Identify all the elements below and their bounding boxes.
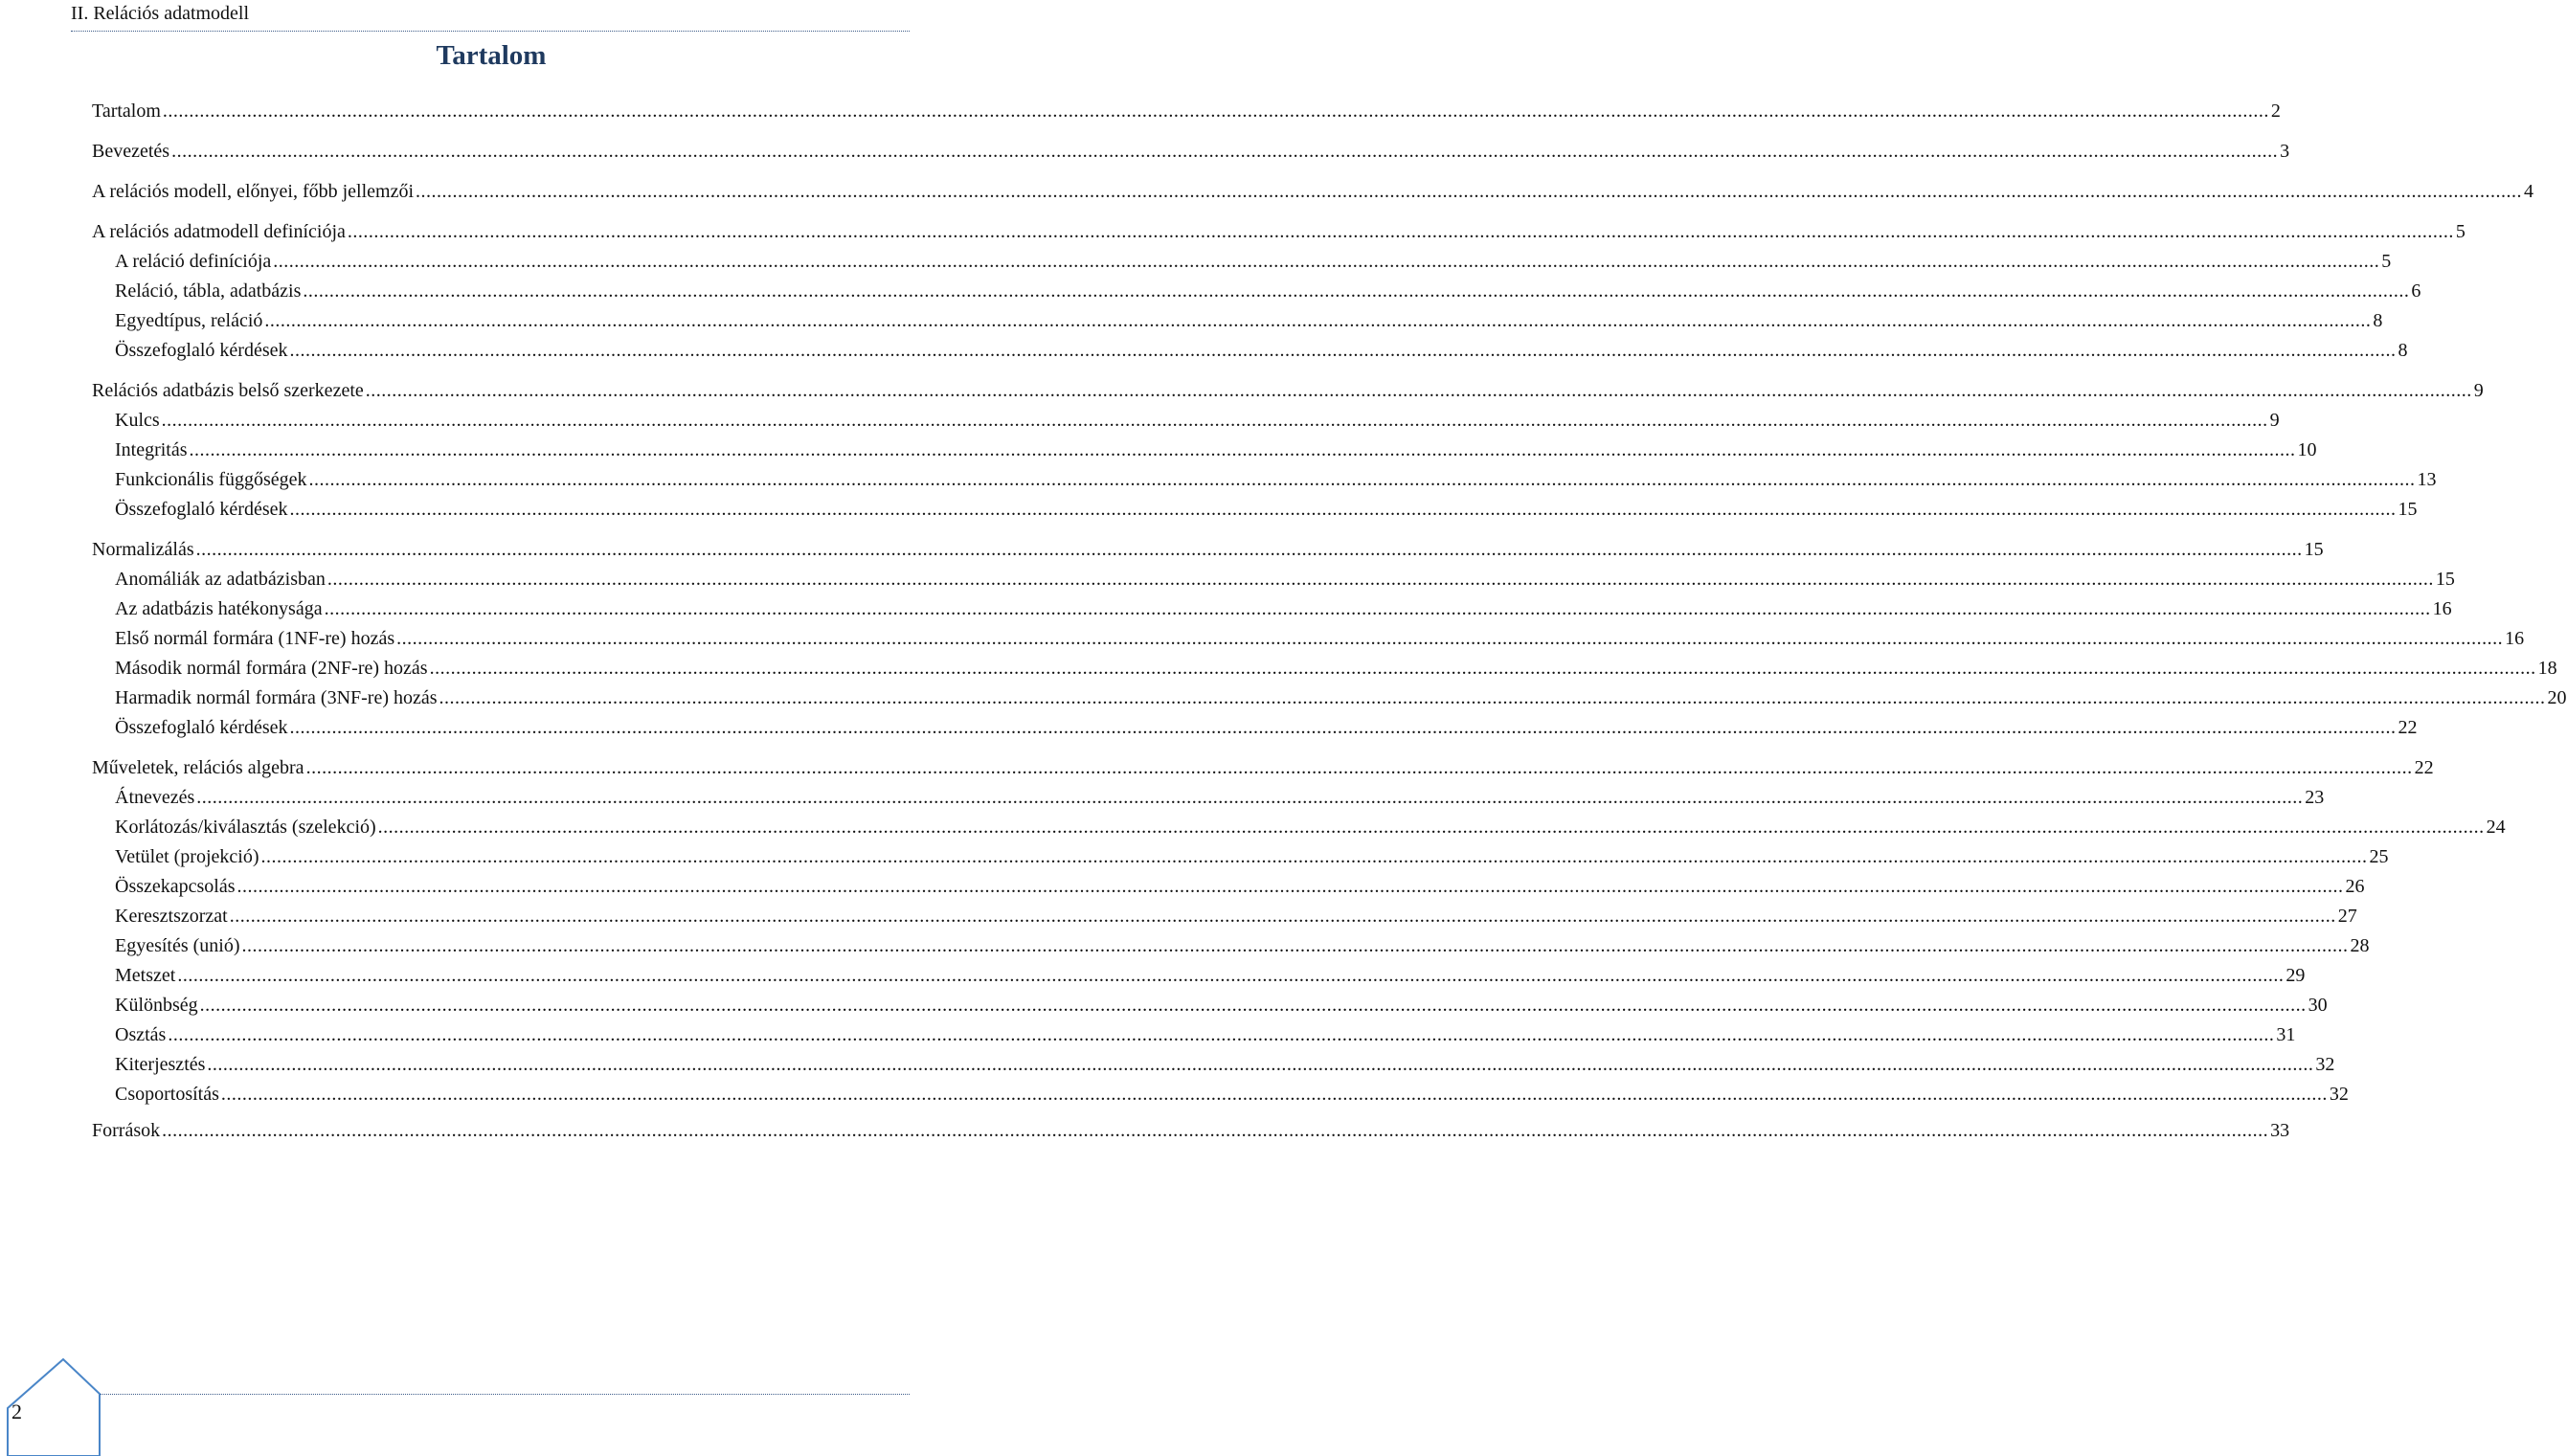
toc-dot-leader: ................................................................................................................................................................................................................................................................................................................................................................................................................ <box>289 499 2397 520</box>
toc-entry-title: Első normál formára (1NF-re) hozás <box>115 628 395 649</box>
toc-entry-title: A relációs adatmodell definíciója <box>92 221 346 242</box>
toc-entry-page: 22 <box>2398 717 2418 738</box>
toc-entry-page: 33 <box>2270 1120 2290 1141</box>
toc-entry[interactable] <box>115 1052 2335 1077</box>
toc-dot-leader: ................................................................................................................................................................................................................................................................................................................................................................................................................ <box>347 221 2454 242</box>
toc-entry[interactable] <box>115 408 2280 433</box>
toc-dot-leader: ................................................................................................................................................................................................................................................................................................................................................................................................................ <box>168 1024 2275 1045</box>
toc-entry-page: 15 <box>2304 539 2324 560</box>
header-title: II. Relációs adatmodell <box>71 3 250 24</box>
toc-entry-page: 16 <box>2505 628 2525 649</box>
toc-entry-page: 9 <box>2269 410 2280 431</box>
toc-dot-leader: ................................................................................................................................................................................................................................................................................................................................................................................................................ <box>162 101 2269 122</box>
toc-entry-page: 5 <box>2381 251 2392 272</box>
toc-entry[interactable] <box>92 378 2484 403</box>
toc-entry[interactable] <box>92 1118 2290 1143</box>
toc-entry-title: Összefoglaló kérdések <box>115 717 288 738</box>
toc-entry[interactable] <box>115 249 2392 274</box>
toc-entry-title: Kulcs <box>115 410 160 431</box>
toc-entry-page: 15 <box>2398 499 2418 520</box>
toc-dot-leader: ................................................................................................................................................................................................................................................................................................................................................................................................................ <box>229 906 2336 927</box>
toc-entry-page: 31 <box>2276 1024 2296 1045</box>
toc-entry[interactable] <box>92 139 2290 164</box>
toc-entry[interactable] <box>115 993 2328 1018</box>
toc-entry-page: 32 <box>2329 1084 2349 1105</box>
toc-entry[interactable] <box>115 308 2383 333</box>
toc-entry-title: Egyesítés (unió) <box>115 935 240 956</box>
toc-entry[interactable] <box>92 219 2466 244</box>
toc-dot-leader: ................................................................................................................................................................................................................................................................................................................................................................................................................ <box>195 539 2303 560</box>
toc-dot-leader: ................................................................................................................................................................................................................................................................................................................................................................................................................ <box>396 628 2504 649</box>
toc-entry-page: 18 <box>2537 658 2557 679</box>
toc-entry-page: 15 <box>2435 569 2455 590</box>
toc-entry-title: A relációs modell, előnyei, főbb jellemzői <box>92 181 415 202</box>
toc-entry[interactable] <box>115 933 2370 958</box>
toc-dot-leader: ................................................................................................................................................................................................................................................................................................................................................................................................................ <box>429 658 2536 679</box>
toc-entry-title: Műveletek, relációs algebra <box>92 757 304 778</box>
toc-entry-title: Összefoglaló kérdések <box>115 340 288 361</box>
toc-entry[interactable] <box>115 626 2525 651</box>
toc-entry[interactable] <box>115 715 2418 740</box>
toc-entry-title: Összefoglaló kérdések <box>115 499 288 520</box>
page-title: Tartalom <box>436 40 547 71</box>
toc-entry-title: Integritás <box>115 439 188 460</box>
toc-entry-page: 25 <box>2369 846 2389 867</box>
toc-entry[interactable] <box>92 99 2281 123</box>
toc-entry-page: 22 <box>2414 757 2434 778</box>
toc-dot-leader: ................................................................................................................................................................................................................................................................................................................................................................................................................ <box>365 380 2472 401</box>
toc-entry-page: 23 <box>2305 787 2325 808</box>
toc-entry-page: 29 <box>2286 965 2306 986</box>
toc-entry-title: Források <box>92 1120 161 1141</box>
toc-entry-title: Reláció, tábla, adatbázis <box>115 280 302 302</box>
toc-entry[interactable] <box>115 844 2389 869</box>
toc-dot-leader: ................................................................................................................................................................................................................................................................................................................................................................................................................ <box>220 1084 2328 1105</box>
toc-entry-title: Metszet <box>115 965 176 986</box>
toc-dot-leader: ................................................................................................................................................................................................................................................................................................................................................................................................................ <box>199 995 2307 1016</box>
toc-entry[interactable] <box>92 537 2324 562</box>
toc-dot-leader: ................................................................................................................................................................................................................................................................................................................................................................................................................ <box>162 1120 2269 1141</box>
toc-entry[interactable] <box>115 596 2452 621</box>
toc-entry-title: Bevezetés <box>92 141 170 162</box>
toc-entry-page: 2 <box>2270 101 2281 122</box>
toc-dot-leader: ................................................................................................................................................................................................................................................................................................................................................................................................................ <box>177 965 2285 986</box>
toc-entry-page: 26 <box>2345 876 2365 897</box>
toc-dot-leader: ................................................................................................................................................................................................................................................................................................................................................................................................................ <box>196 787 2304 808</box>
toc-entry-title: Normalizálás <box>92 539 194 560</box>
toc-entry[interactable] <box>92 179 2534 204</box>
toc-entry-page: 3 <box>2280 141 2290 162</box>
toc-entry-title: Az adatbázis hatékonysága <box>115 598 323 619</box>
toc-entry-title: Tartalom <box>92 101 161 122</box>
toc-entry-page: 8 <box>2398 340 2408 361</box>
toc-entry-title: Funkcionális függőségek <box>115 469 307 490</box>
toc-dot-leader: ................................................................................................................................................................................................................................................................................................................................................................................................................ <box>171 141 2279 162</box>
toc-entry-page: 32 <box>2315 1054 2335 1075</box>
toc-entry[interactable] <box>115 338 2408 363</box>
page-number: 2 <box>11 1400 22 1423</box>
toc-entry[interactable] <box>115 1082 2349 1107</box>
toc-entry-title: Osztás <box>115 1024 167 1045</box>
toc-entry-page: 16 <box>2432 598 2452 619</box>
toc-dot-leader: ................................................................................................................................................................................................................................................................................................................................................................................................................ <box>416 181 2523 202</box>
toc-entry-page: 24 <box>2486 817 2506 838</box>
toc-entry[interactable] <box>115 685 2567 710</box>
toc-entry-page: 4 <box>2524 181 2534 202</box>
toc-dot-leader: ................................................................................................................................................................................................................................................................................................................................................................................................................ <box>308 469 2416 490</box>
toc-dot-leader: ................................................................................................................................................................................................................................................................................................................................................................................................................ <box>260 846 2368 867</box>
toc-dot-leader: ................................................................................................................................................................................................................................................................................................................................................................................................................ <box>327 569 2434 590</box>
toc-entry-title: Korlátozás/kiválasztás (szelekció) <box>115 817 376 838</box>
toc-dot-leader: ................................................................................................................................................................................................................................................................................................................................................................................................................ <box>324 598 2431 619</box>
toc-entry[interactable] <box>115 279 2421 303</box>
toc-entry-title: Anomáliák az adatbázisban <box>115 569 326 590</box>
toc-entry-page: 20 <box>2547 687 2567 708</box>
toc-entry[interactable] <box>115 567 2455 592</box>
toc-dot-leader: ................................................................................................................................................................................................................................................................................................................................................................................................................ <box>236 876 2344 897</box>
toc-entry[interactable] <box>115 656 2557 681</box>
toc-dot-leader: ................................................................................................................................................................................................................................................................................................................................................................................................................ <box>303 280 2410 302</box>
toc-dot-leader: ................................................................................................................................................................................................................................................................................................................................................................................................................ <box>289 717 2397 738</box>
toc-dot-leader: ................................................................................................................................................................................................................................................................................................................................................................................................................ <box>161 410 2268 431</box>
toc-entry-page: 13 <box>2417 469 2437 490</box>
toc-entry-page: 28 <box>2350 935 2370 956</box>
toc-entry-title: Vetület (projekció) <box>115 846 259 867</box>
toc-entry-title: Csoportosítás <box>115 1084 219 1105</box>
toc-entry-title: Második normál formára (2NF-re) hozás <box>115 658 428 679</box>
toc-entry[interactable] <box>115 904 2357 929</box>
toc-entry-title: Átnevezés <box>115 787 195 808</box>
toc-entry-page: 27 <box>2337 906 2357 927</box>
toc-dot-leader: ................................................................................................................................................................................................................................................................................................................................................................................................................ <box>377 817 2485 838</box>
toc-entry[interactable] <box>115 467 2437 492</box>
toc-entry-page: 8 <box>2373 310 2383 331</box>
toc-entry[interactable] <box>115 497 2418 522</box>
toc-entry[interactable] <box>115 815 2506 840</box>
toc-dot-leader: ................................................................................................................................................................................................................................................................................................................................................................................................................ <box>273 251 2380 272</box>
toc-entry-title: Különbség <box>115 995 198 1016</box>
toc-entry[interactable] <box>92 755 2434 780</box>
toc-dot-leader: ................................................................................................................................................................................................................................................................................................................................................................................................................ <box>305 757 2413 778</box>
toc-entry-title: Összekapcsolás <box>115 876 236 897</box>
toc-entry-page: 10 <box>2297 439 2317 460</box>
toc-entry[interactable] <box>115 785 2325 810</box>
toc-dot-leader: ................................................................................................................................................................................................................................................................................................................................................................................................................ <box>189 439 2296 460</box>
toc-dot-leader: ................................................................................................................................................................................................................................................................................................................................................................................................................ <box>241 935 2349 956</box>
toc-entry-title: Relációs adatbázis belső szerkezete <box>92 380 364 401</box>
toc-dot-leader: ................................................................................................................................................................................................................................................................................................................................................................................................................ <box>439 687 2546 708</box>
toc-entry-title: A reláció definíciója <box>115 251 272 272</box>
toc-entry-title: Egyedtípus, reláció <box>115 310 263 331</box>
toc-entry[interactable] <box>115 963 2306 988</box>
toc-entry-page: 9 <box>2473 380 2484 401</box>
toc-entry[interactable] <box>115 874 2365 899</box>
toc-dot-leader: ................................................................................................................................................................................................................................................................................................................................................................................................................ <box>207 1054 2314 1075</box>
toc-entry-page: 5 <box>2455 221 2466 242</box>
footer-divider <box>100 1394 910 1395</box>
toc-entry[interactable] <box>115 1022 2296 1047</box>
toc-entry-title: Keresztszorzat <box>115 906 228 927</box>
toc-entry-page: 6 <box>2411 280 2421 302</box>
toc-dot-leader: ................................................................................................................................................................................................................................................................................................................................................................................................................ <box>289 340 2397 361</box>
toc-entry[interactable] <box>115 437 2317 462</box>
toc-entry-title: Kiterjesztés <box>115 1054 206 1075</box>
toc-entry-page: 30 <box>2308 995 2328 1016</box>
toc-entry-title: Harmadik normál formára (3NF-re) hozás <box>115 687 438 708</box>
toc-dot-leader: ................................................................................................................................................................................................................................................................................................................................................................................................................ <box>264 310 2372 331</box>
